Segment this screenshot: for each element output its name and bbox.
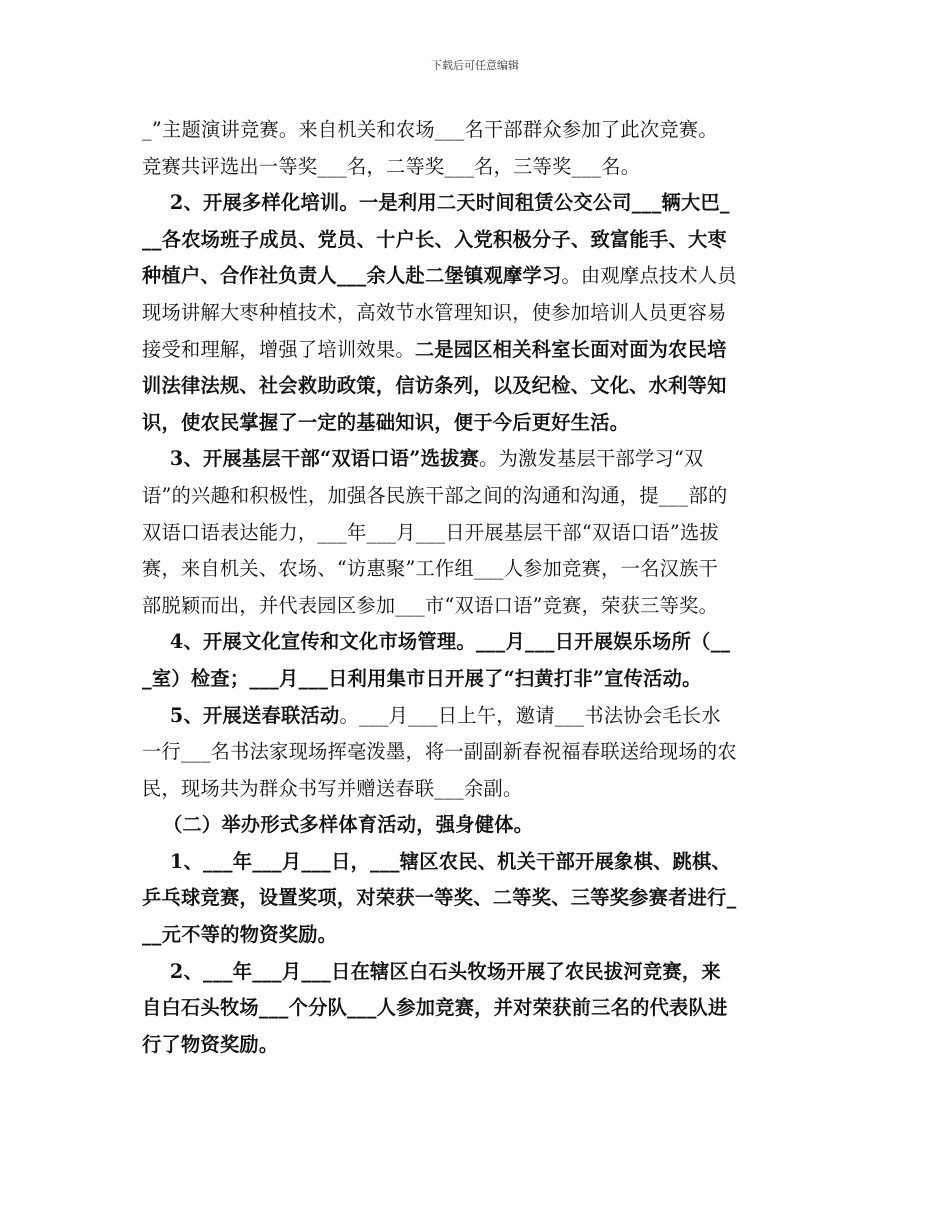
text-segment: 3、开展基层干部“双语口语”选拔赛 — [142, 447, 480, 471]
text-line — [142, 405, 812, 442]
text-segment: 部脱颖而出，并代表园区参加___市“双语口语”竞赛，荣获三等奖。 — [142, 593, 719, 617]
text-line — [142, 1027, 812, 1064]
text-segment: 双语口语表达能力，___年___月___日开展基层干部“双语口语”选拔 — [142, 520, 719, 544]
text-segment: 。为激发基层干部学习“双 — [479, 447, 704, 471]
text-segment: 2、开展多样化培训。一是利用二天时间租赁公交公司___辆大巴_ — [142, 191, 730, 215]
text-line — [142, 441, 812, 478]
text-segment: 。___月___日上午，邀请___书法协会毛长水 — [339, 703, 721, 727]
text-segment: 现场讲解大枣种植技术，高效节水管理知识，使参加培训人员更容易 — [142, 300, 727, 324]
text-segment: 自白石头牧场___个分队___人参加竞赛，并对荣获前三名的代表队进 — [142, 996, 728, 1020]
text-segment: 行了物资奖励。 — [142, 1032, 279, 1056]
text-segment: 4、开展文化宣传和文化市场管理。___月___日开展娱乐场所（__ — [142, 630, 731, 654]
text-segment: 2、___年___月___日在辖区白石头牧场开展了农民拔河竞赛，来 — [142, 959, 721, 983]
text-line — [142, 734, 812, 771]
text-segment: 语”的兴趣和积极性，加强各民族干部之间的沟通和沟通，提___部的 — [142, 483, 728, 507]
text-line — [142, 332, 812, 369]
text-segment: 一行___名书法家现场挥毫泼墨，将一副副新春祝福春联送给现场的农 — [142, 740, 737, 764]
text-line — [142, 771, 812, 808]
text-line — [142, 478, 812, 515]
text-line — [142, 990, 812, 1027]
text-segment: 接受和理解，增强了培训效果。 — [142, 337, 415, 361]
text-line — [142, 917, 812, 954]
text-line — [142, 844, 812, 881]
text-segment: 训法律法规、社会救助政策，信访条列，以及纪检、文化、水利等知 — [142, 374, 727, 398]
text-segment: 。由观摩点技术人员 — [561, 264, 737, 288]
text-segment: 5、开展送春联活动 — [142, 703, 340, 727]
text-line — [142, 954, 812, 991]
text-line — [142, 112, 812, 149]
text-line — [142, 149, 812, 186]
text-segment: 乒乓球竞赛，设置奖项，对荣获一等奖、二等奖、三等奖参赛者进行_ — [142, 886, 737, 910]
text-segment: 种植户、合作社负责人___余人赴二堡镇观摩学习 — [142, 264, 562, 288]
text-segment: __各农场班子成员、党员、十户长、入党积极分子、致富能手、大枣 — [142, 227, 727, 251]
text-segment: 二是园区相关科室长面对面为农民培 — [414, 337, 727, 361]
text-segment: __元不等的物资奖励。 — [142, 923, 338, 947]
text-line — [142, 222, 812, 259]
text-segment: 赛，来自机关、农场、“访惠聚”工作组___人参加竞赛，一名汉族干 — [142, 557, 719, 581]
text-line — [142, 515, 812, 552]
text-segment: 竞赛共评选出一等奖___名，二等奖___名，三等奖___名。 — [142, 154, 641, 178]
text-line — [142, 258, 812, 295]
text-line — [142, 880, 812, 917]
text-segment: 1、___年___月___日，___辖区农民、机关干部开展象棋、跳棋、 — [142, 849, 732, 873]
text-line — [142, 368, 812, 405]
text-segment: _室）检查；___月___日利用集市日开展了“扫黄打非”宣传活动。 — [142, 666, 702, 690]
text-line — [142, 807, 812, 844]
text-line — [142, 295, 812, 332]
text-line — [142, 661, 812, 698]
text-segment: 识，使农民掌握了一定的基础知识，便于今后更好生活。 — [142, 410, 630, 434]
text-line — [142, 185, 812, 222]
text-line — [142, 698, 812, 735]
document-body — [142, 112, 812, 1063]
text-segment: （二）举办形式多样体育活动，强身健体。 — [142, 813, 534, 837]
text-segment: 民，现场共为群众书写并赠送春联___余副。 — [142, 776, 523, 800]
text-segment: _”主题演讲竞赛。来自机关和农场___名干部群众参加了此次竞赛。 — [142, 118, 718, 141]
text-line — [142, 624, 812, 661]
page-header: 下载后可任意编辑 — [431, 59, 519, 72]
text-line — [142, 551, 812, 588]
text-line — [142, 588, 812, 625]
